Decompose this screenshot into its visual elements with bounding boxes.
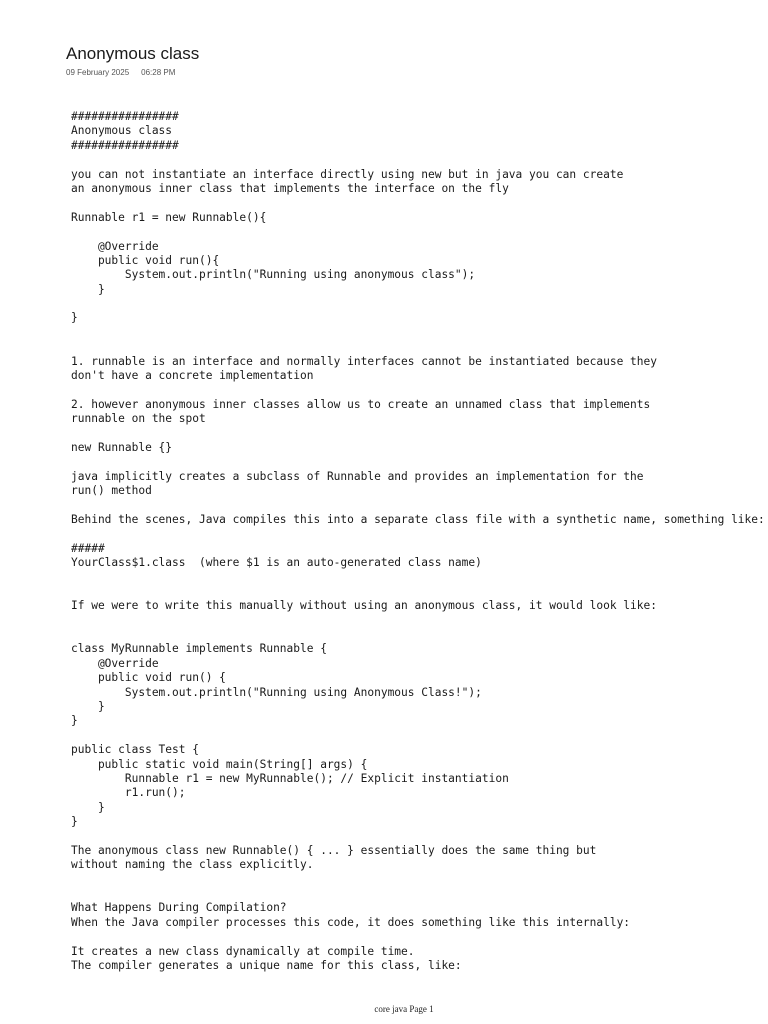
text-line: runnable on the spot xyxy=(71,412,206,426)
text-line: you can not instantiate an interface directly using new but in java you can create xyxy=(71,167,624,181)
text-line xyxy=(71,614,768,628)
text-line: @Override xyxy=(71,239,159,253)
text-line: The anonymous class new Runnable() { ... } essentially does the same thing but xyxy=(71,843,597,857)
text-line xyxy=(71,527,768,541)
text-line: run() method xyxy=(71,484,152,498)
text-line: Behind the scenes, Java compiles this into a separate class file with a synthetic name, something like: xyxy=(71,512,765,526)
text-line: If we were to write this manually without using an anonymous class, it would look like: xyxy=(71,599,657,613)
page-footer: core java Page 1 xyxy=(374,1004,434,1014)
text-line: When the Java compiler processes this code, it does something like this internally: xyxy=(71,915,631,929)
text-line xyxy=(71,153,768,167)
text-line: class MyRunnable implements Runnable { xyxy=(71,642,327,656)
text-line: don't have a concrete implementation xyxy=(71,369,314,383)
text-line: r1.run(); xyxy=(71,786,186,800)
text-line: Runnable r1 = new MyRunnable(); // Explicit instantiation xyxy=(71,771,509,785)
text-line xyxy=(71,873,768,887)
text-line: @Override xyxy=(71,656,159,670)
text-line: public class Test { xyxy=(71,743,199,757)
text-line xyxy=(71,628,768,642)
text-line: Runnable r1 = new Runnable(){ xyxy=(71,210,267,224)
text-line: new Runnable {} xyxy=(71,440,173,454)
text-line xyxy=(71,930,768,944)
page-time: 06:28 PM xyxy=(141,68,176,77)
text-line: System.out.println("Running using Anonymous Class!"); xyxy=(71,685,482,699)
text-line: YourClass$1.class (where $1 is an auto-generated class name) xyxy=(71,556,482,570)
text-line: } xyxy=(71,815,78,829)
text-line xyxy=(71,729,768,743)
text-line: What Happens During Compilation? xyxy=(71,901,287,915)
text-line: It creates a new class dynamically at compile time. xyxy=(71,944,415,958)
text-line: Anonymous class xyxy=(71,124,173,138)
page-timestamp xyxy=(66,68,175,77)
text-line: } xyxy=(71,311,78,325)
text-line: } xyxy=(71,800,105,814)
text-line xyxy=(71,383,768,397)
page-title: Anonymous class xyxy=(66,44,200,63)
text-line xyxy=(71,571,768,585)
text-line xyxy=(71,326,768,340)
text-line: public static void main(String[] args) { xyxy=(71,757,368,771)
text-line: } xyxy=(71,700,105,714)
text-line xyxy=(71,196,768,210)
text-line: public void run() { xyxy=(71,671,226,685)
text-line: ################ xyxy=(71,110,179,123)
text-line: ##### xyxy=(71,541,105,555)
text-line: The compiler generates a unique name for this class, like: xyxy=(71,959,462,973)
text-line: } xyxy=(71,282,105,296)
text-line: without naming the class explicitly. xyxy=(71,858,314,872)
text-line: 1. runnable is an interface and normally interfaces cannot be instantiated because they xyxy=(71,354,657,368)
text-line xyxy=(71,499,768,513)
text-line: 2. however anonymous inner classes allow us to create an unnamed class that implements xyxy=(71,397,651,411)
text-line xyxy=(71,455,768,469)
text-line: an anonymous inner class that implements the interface on the fly xyxy=(71,181,509,195)
text-line: System.out.println("Running using anonymous class"); xyxy=(71,268,476,282)
text-line xyxy=(71,225,768,239)
page-date: 09 February 2025 xyxy=(66,68,130,77)
text-line xyxy=(71,340,768,354)
text-line: public void run(){ xyxy=(71,253,220,267)
text-line xyxy=(71,887,768,901)
text-line xyxy=(71,427,768,441)
note-body xyxy=(71,110,768,973)
text-line: } xyxy=(71,714,78,728)
text-line xyxy=(71,830,768,844)
text-line: java implicitly creates a subclass of Runnable and provides an implementation for the xyxy=(71,469,644,483)
text-line: ################ xyxy=(71,138,179,152)
text-line xyxy=(71,585,768,599)
text-line xyxy=(71,297,768,311)
